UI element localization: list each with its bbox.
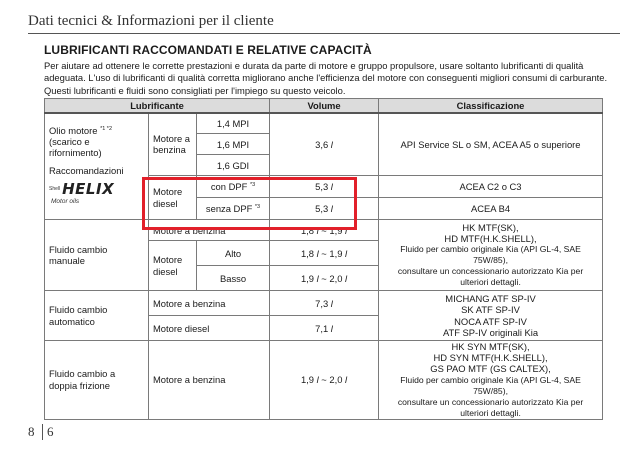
olio-benzina-class: API Service SL o SM, ACEA A5 o superiore bbox=[379, 113, 603, 176]
class-line: GS PAO MTF (GS CALTEX), bbox=[430, 363, 551, 375]
intro-line: Questi lubrificanti e fluidi sono consigliati per l'impiego su questo veicolo. bbox=[44, 84, 346, 96]
class-line: Fluido per cambio originale Kia (API GL-4, SAE 75W/85), bbox=[400, 374, 581, 396]
manuale-benzina-label: Motore a benzina bbox=[149, 220, 270, 241]
class-line: HK MTF(SK), bbox=[462, 221, 519, 233]
shell-helix-logo bbox=[49, 180, 144, 198]
olio-diesel-label: Motore diesel bbox=[149, 176, 197, 220]
automatico-class bbox=[379, 291, 603, 341]
manuale-class bbox=[379, 220, 603, 291]
doppia-class bbox=[379, 341, 603, 420]
gear-volume: 1,9 l ~ 2,0 l bbox=[270, 266, 379, 291]
lubricant-table bbox=[44, 98, 603, 420]
olio-sup: *1 *2 bbox=[100, 125, 113, 132]
page-number-separator bbox=[42, 424, 43, 440]
olio-benzina-label: Motore a benzina bbox=[149, 113, 197, 176]
manuale-benzina-volume: 1,8 l ~ 1,9 l bbox=[270, 220, 379, 241]
header-lubrificante: Lubrificante bbox=[45, 99, 270, 113]
doppia-label: Motore a benzina bbox=[149, 341, 270, 420]
dpf-sup: *3 bbox=[249, 182, 256, 188]
chapter-title: Dati tecnici & Informazioni per il cliente bbox=[28, 13, 274, 29]
raccomandazioni-label: Raccomandazioni bbox=[49, 164, 124, 176]
gear-volume: 1,8 l ~ 1,9 l bbox=[270, 241, 379, 266]
dpf-volume: 5,3 l bbox=[270, 176, 379, 198]
olio-benzina-volume: 3,6 l bbox=[270, 113, 379, 176]
olio-name: Olio motore bbox=[49, 124, 98, 136]
doppia-volume: 1,9 l ~ 2,0 l bbox=[270, 341, 379, 420]
gear-range: Basso bbox=[197, 266, 270, 291]
dpf-highlight-box bbox=[142, 177, 357, 230]
olio-note: (scarico e rifornimento) bbox=[49, 135, 102, 159]
class-line: SK ATF SP-IV bbox=[461, 304, 520, 316]
page-section-number: 8 bbox=[28, 424, 35, 439]
manuale-diesel-label: Motore diesel bbox=[149, 241, 197, 291]
manuale-name: Fluido cambio manuale bbox=[45, 220, 149, 291]
dpf-class: ACEA C2 o C3 bbox=[379, 176, 603, 198]
intro-line: Per aiutare ad ottenere le corrette prestazioni e durata da parte di motore e gruppo propulsore, usare soltanto lubrificanti di qualità bbox=[44, 60, 584, 71]
dpf-class: ACEA B4 bbox=[379, 198, 603, 220]
class-line: MICHANG ATF SP-IV bbox=[445, 293, 536, 305]
logo-word: HELIX bbox=[62, 180, 115, 199]
class-line: consultare un concessionario autorizzato Kia per ulteriori dettagli. bbox=[397, 396, 584, 418]
class-line: HD MTF(H.K.SHELL), bbox=[444, 233, 537, 244]
intro-line: adeguata. L'uso di lubrificanti di qualità corretta migliorano anche l'efficienza del motore con conseguenti migliori consumi di carburante. bbox=[44, 72, 608, 84]
automatico-row-volume: 7,1 l bbox=[270, 316, 379, 341]
header-rule bbox=[28, 33, 620, 34]
automatico-row-label: Motore diesel bbox=[149, 316, 270, 341]
class-line: HD SYN MTF(H.K.SHELL), bbox=[433, 352, 548, 364]
page-number: 6 bbox=[47, 424, 54, 439]
class-line: HK SYN MTF(SK), bbox=[451, 341, 530, 352]
doppia-name: Fluido cambio a doppia frizione bbox=[45, 341, 149, 420]
header-volume: Volume bbox=[270, 99, 379, 113]
dpf-label: con DPF bbox=[210, 181, 248, 192]
dpf-sup: *3 bbox=[254, 204, 261, 210]
intro-text bbox=[44, 60, 606, 97]
class-line: NOCA ATF SP-IV bbox=[454, 315, 527, 327]
dpf-volume: 5,3 l bbox=[270, 198, 379, 220]
header-classificazione: Classificazione bbox=[379, 99, 603, 113]
gear-range: Alto bbox=[197, 241, 270, 266]
automatico-row-label: Motore a benzina bbox=[149, 291, 270, 316]
engine-variant: 1,4 MPI bbox=[197, 113, 270, 134]
class-line: Fluido per cambio originale Kia (API GL-4, SAE 75W/85), bbox=[400, 244, 581, 266]
engine-variant: 1,6 MPI bbox=[197, 134, 270, 155]
logo-pre: Shell bbox=[49, 186, 61, 193]
automatico-name: Fluido cambio automatico bbox=[45, 291, 149, 341]
dpf-label: senza DPF bbox=[205, 203, 253, 214]
class-line: consultare un concessionario autorizzato Kia per ulteriori dettagli. bbox=[397, 266, 584, 288]
engine-variant: 1,6 GDI bbox=[197, 155, 270, 176]
olio-motore-cell bbox=[45, 113, 149, 220]
class-line: ATF SP-IV originali Kia bbox=[442, 326, 539, 338]
logo-sub: Motor oils bbox=[51, 198, 80, 206]
section-title: LUBRIFICANTI RACCOMANDATI E RELATIVE CAPACITÀ bbox=[44, 43, 372, 57]
automatico-row-volume: 7,3 l bbox=[270, 291, 379, 316]
